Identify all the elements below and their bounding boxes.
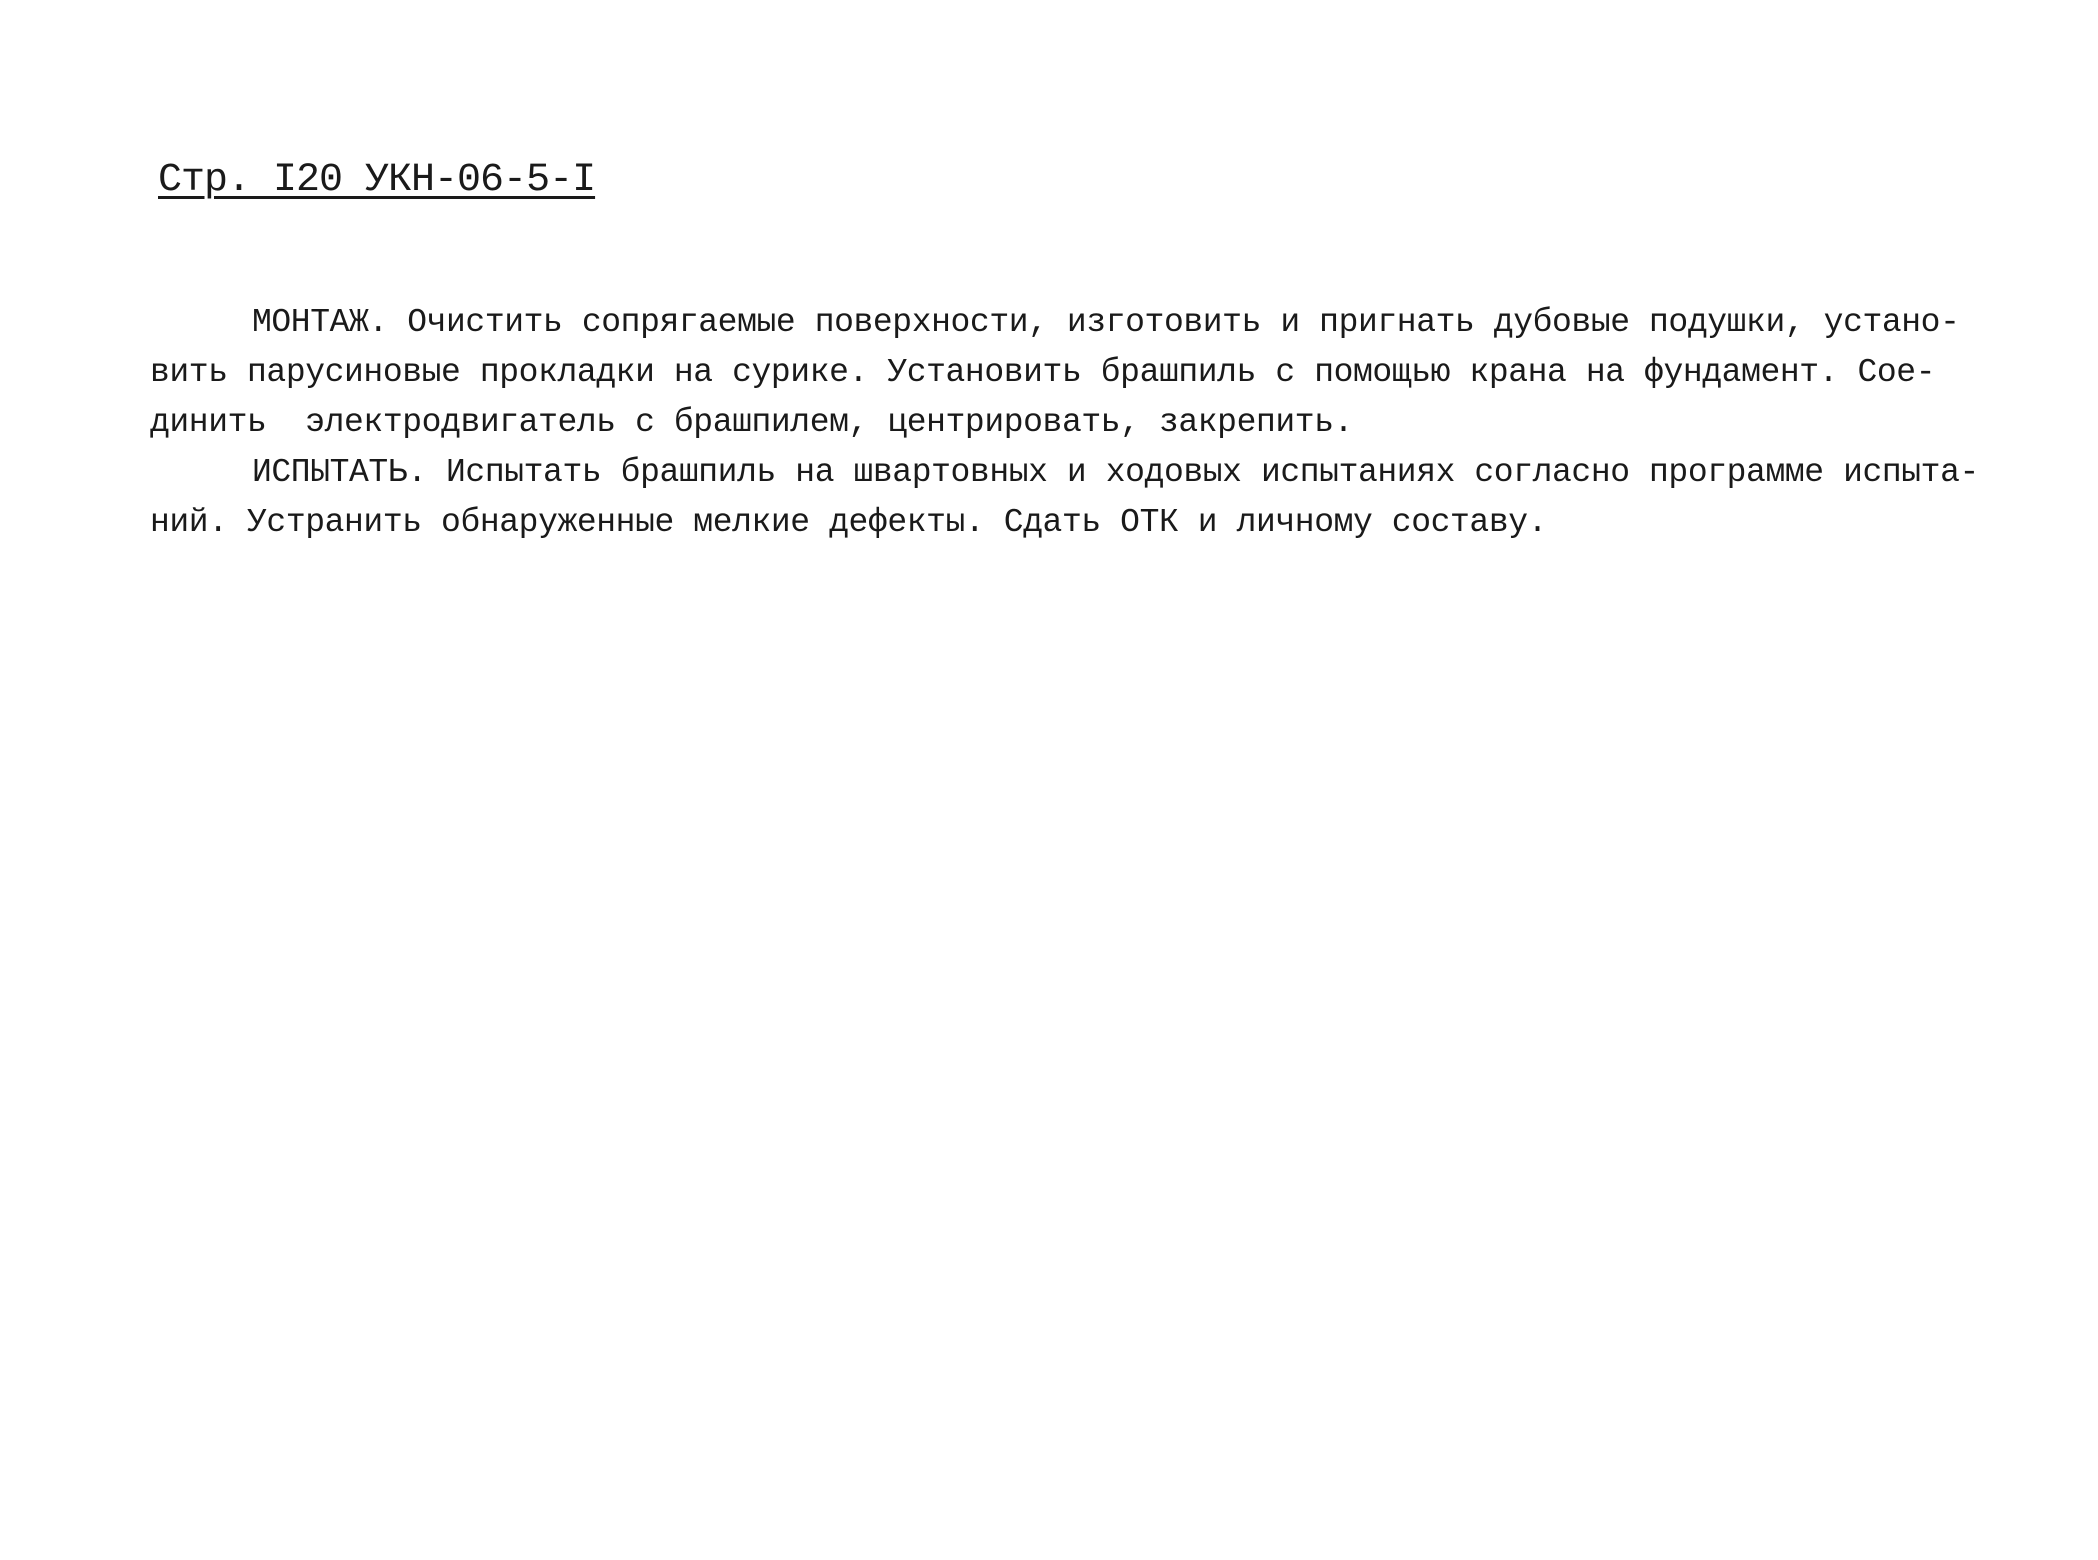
page-reference-header: Стр. I20 УКН-06-5-I [158,158,596,203]
paragraph-line: ний. Устранить обнаруженные мелкие дефекты. Сдать ОТК и личному составу. [150,504,1548,541]
paragraph-montage [150,298,2060,448]
paragraph-testing [150,448,2060,548]
paragraph-line: МОНТАЖ. Очистить сопрягаемые поверхности, изготовить и пригнать дубовые подушки, устано- [252,304,1960,341]
paragraph-line: вить парусиновые прокладки на сурике. Установить брашпиль с помощью крана на фундамент. Сое- [150,354,1936,391]
paragraph-line: ИСПЫТАТЬ. Испытать брашпиль на швартовных и ходовых испытаниях согласно программе испыта- [252,454,1979,491]
document-body [150,298,2060,548]
paragraph-line: динить электродвигатель с брашпилем, центрировать, закрепить. [150,404,1354,441]
